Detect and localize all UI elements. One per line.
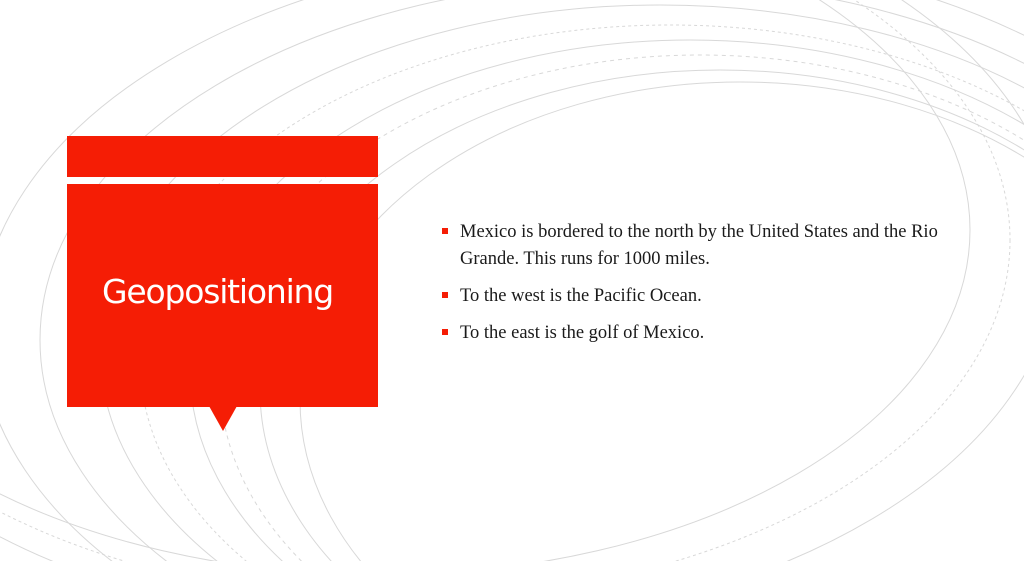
bullet-item: [442, 219, 962, 273]
square-bullet-icon: [442, 329, 448, 335]
bullet-text: To the east is the golf of Mexico.: [460, 323, 705, 343]
bullet-list: [442, 219, 962, 357]
square-bullet-icon: [442, 228, 448, 234]
bullet-item: [442, 320, 962, 347]
square-bullet-icon: [442, 292, 448, 298]
bullet-text: To the west is the Pacific Ocean.: [460, 286, 702, 306]
title-accent-bar: [67, 136, 378, 177]
title-pointer-arrow: [209, 406, 237, 431]
slide-title: Geopositioning: [102, 272, 334, 311]
bullet-item: [442, 283, 962, 310]
bullet-text: Mexico is bordered to the north by the United States and the Rio Grande. This runs for 1000 miles.: [460, 222, 938, 269]
